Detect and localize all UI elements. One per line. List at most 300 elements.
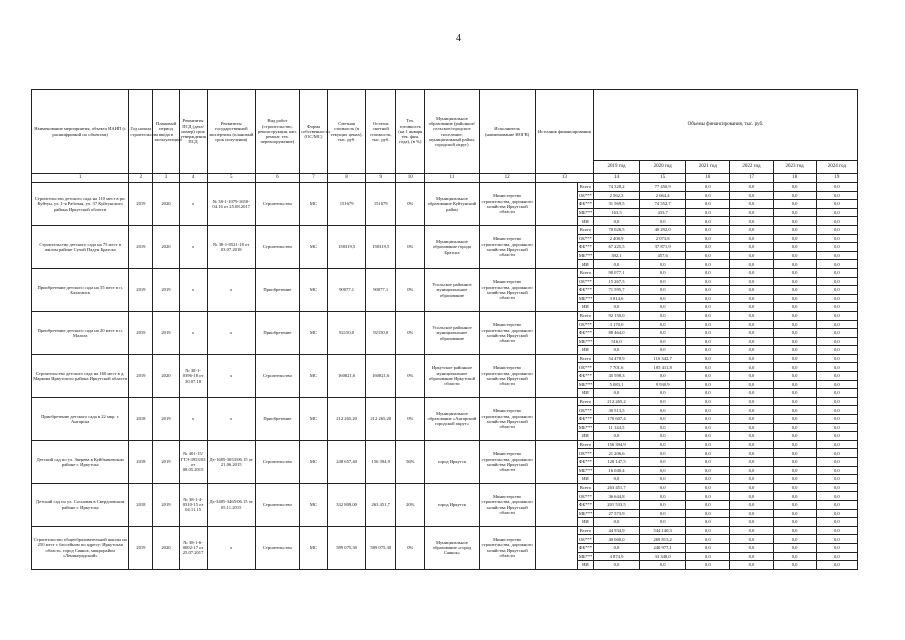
column-number: 13 — [535, 174, 593, 183]
remaining-cost: 589 075,30 — [366, 526, 396, 569]
financing-value: 0,0 — [816, 440, 857, 449]
executor: Министерство строительства, дорожного хозяйства Иркутской области — [479, 440, 535, 483]
table-body — [32, 183, 858, 570]
financing-value: 0,0 — [816, 329, 857, 338]
funding-source: ОБ*** — [578, 321, 592, 327]
funding-source: ОБ*** — [578, 536, 592, 542]
financing-value: 0,0 — [773, 492, 816, 501]
financing-value: 433,7 — [640, 208, 686, 217]
start-year: 2019 — [129, 225, 153, 268]
expertise-details: Дз-3485-3465/06.15 от 05.11.2015 — [207, 483, 255, 526]
funding-source: ИИ — [577, 346, 593, 355]
funding-source: ИИ — [577, 561, 593, 570]
executor: Министерство строительства, дорожного хозяйства Иркутской области — [479, 483, 535, 526]
financing-value: 74 328,2 — [593, 183, 639, 192]
object-name: Приобретение детского сада на 55 мест в п. Балаганск — [32, 268, 129, 311]
financing-value: 0,0 — [686, 251, 730, 260]
psd-details: х — [179, 311, 207, 354]
header-work-type: Вид работ (строительство, реконструкция, кап. ремонт, тех. перевооружение) — [255, 90, 299, 174]
financing-value: 0,0 — [640, 311, 686, 320]
financing-value: 0,0 — [773, 440, 816, 449]
table-row — [32, 483, 858, 492]
financing-value: 92 150,0 — [593, 311, 639, 320]
financing-value: 0,0 — [773, 458, 816, 467]
financing-value: 0,0 — [816, 535, 857, 544]
financing-value: 74 552,7 — [640, 200, 686, 209]
financing-value: 0,0 — [773, 346, 816, 355]
financing-value: 0,0 — [730, 354, 773, 363]
financing-value: 90 077,1 — [593, 268, 639, 277]
financing-value: 0,0 — [640, 406, 686, 415]
expertise-details: х — [207, 268, 255, 311]
financing-value: 11 144,5 — [593, 423, 639, 432]
financing-value: 0,0 — [816, 363, 857, 372]
funding-source: ФБ*** — [578, 330, 593, 336]
financing-value: 0,0 — [773, 294, 816, 303]
financing-value: 21 206,6 — [593, 449, 639, 458]
column-number: 4 — [179, 174, 207, 183]
column-number: 5 — [207, 174, 255, 183]
financing-value: 0,0 — [640, 500, 686, 509]
estimated-cost: 158319,5 — [328, 225, 366, 268]
financing-value: 0,0 — [730, 509, 773, 518]
header-year-2023: 2023 год — [773, 161, 816, 174]
financing-value: 0,0 — [816, 320, 857, 329]
financing-value: 0,0 — [773, 234, 816, 243]
financing-value: 2 562,3 — [593, 191, 639, 200]
financing-value: 0,0 — [640, 449, 686, 458]
financing-value: 0,0 — [593, 475, 639, 484]
financing-value: 0,0 — [686, 535, 730, 544]
object-name: Строительство общеобразовательной школы на 250 мест с бассейном по адресу: Иркутская область, город Саянск, микрорайон «Ленинградский» — [32, 526, 129, 569]
object-name: Строительство детского сада на 110 мест в рп. Куйтун, ул. 1-я Рабочая, уч. 37 Куйтунского района Иркутской области — [32, 183, 129, 226]
financing-value: 0,0 — [640, 303, 686, 312]
financing-value: 0,0 — [686, 458, 730, 467]
financing-value: 0,0 — [816, 509, 857, 518]
funding-source: МБ*** — [578, 510, 593, 516]
end-year: 2020 — [153, 354, 179, 397]
financing-value: 0,0 — [640, 294, 686, 303]
financing-value: 0,0 — [686, 268, 730, 277]
financing-value: 0,0 — [773, 423, 816, 432]
financing-value: 0,0 — [773, 303, 816, 312]
readiness: 0% — [396, 311, 425, 354]
financing-value: 0,0 — [730, 337, 773, 346]
expertise-details: х — [207, 311, 255, 354]
financing-value: 0,0 — [773, 415, 816, 424]
financing-value: 40 060,0 — [593, 535, 639, 544]
psd-details: № 38-1-4-0310-15 от 04.11.15 — [179, 483, 207, 526]
work-type: Строительство — [255, 225, 299, 268]
financing-value: 0,0 — [816, 354, 857, 363]
financing-value: 0,0 — [773, 277, 816, 286]
funding-source: ИИ — [577, 518, 593, 527]
financing-value: 0,0 — [773, 380, 816, 389]
blank-cell — [535, 483, 577, 526]
financing-value: 0,0 — [686, 320, 730, 329]
column-number: 15 — [640, 174, 686, 183]
financing-value: 0,0 — [816, 294, 857, 303]
financing-value: 0,0 — [640, 518, 686, 527]
end-year: 2019 — [153, 397, 179, 440]
funding-source: Всего — [577, 354, 593, 363]
financing-value: 269 815,2 — [640, 535, 686, 544]
financing-value: 0,0 — [773, 311, 816, 320]
financing-value: 0,0 — [816, 225, 857, 234]
header-name: Наименование мероприятия, объекта ИАИП (с расшифровкой по объектам) — [32, 90, 129, 174]
financing-value: 0,0 — [730, 320, 773, 329]
header-year-2020: 2020 год — [640, 161, 686, 174]
financing-value: 0,0 — [730, 415, 773, 424]
financing-value: 201 533,5 — [593, 500, 639, 509]
header-readiness: Тех. готовность (на 1 января тек. фин. года), (в %) — [396, 90, 425, 174]
end-year: 2020 — [153, 183, 179, 226]
financing-value: 0,0 — [773, 535, 816, 544]
estimated-cost: 589 075,30 — [328, 526, 366, 569]
financing-value: 0,0 — [640, 277, 686, 286]
financing-value: 0,0 — [640, 286, 686, 295]
financing-value: 0,0 — [773, 217, 816, 226]
funding-source: Всего — [577, 268, 593, 277]
financing-value: 0,0 — [773, 337, 816, 346]
remaining-cost: 160821,6 — [366, 354, 396, 397]
financing-value: 0,0 — [816, 346, 857, 355]
funding-source: МБ*** — [578, 467, 593, 473]
object-name: Приобретение детского сада на 20 мест в п. Мальта — [32, 311, 129, 354]
financing-value: 0,0 — [730, 268, 773, 277]
financing-value: 0,0 — [640, 466, 686, 475]
financing-value: 0,0 — [730, 329, 773, 338]
header-psd: Реквизиты ПСД (дата/номер) срок утверждения ПСД — [179, 90, 207, 174]
municipality: Муниципальное образование города Братска — [425, 225, 479, 268]
financing-value: 0,0 — [640, 260, 686, 269]
financing-value: 212 265,2 — [593, 397, 639, 406]
financing-value: 0,0 — [730, 286, 773, 295]
funding-source: ИИ — [577, 260, 593, 269]
table-row — [32, 354, 858, 363]
financing-value: 0,0 — [773, 372, 816, 381]
municipality: Иркутское районное муниципальное образование Иркутской области — [425, 354, 479, 397]
blank-cell — [535, 183, 577, 226]
funding-source: Всего — [577, 526, 593, 535]
financing-value: 0,0 — [730, 552, 773, 561]
financing-value: 0,0 — [773, 509, 816, 518]
financing-value: 163,5 — [593, 208, 639, 217]
funding-source: ИИ — [577, 217, 593, 226]
blank-cell — [535, 397, 577, 440]
header-expertise: Реквизиты государственной экспертизы (плановый срок получения) — [207, 90, 255, 174]
financing-value: 0,0 — [773, 526, 816, 535]
municipality: город Иркутск — [425, 440, 479, 483]
remaining-cost: 156 394,9 — [366, 440, 396, 483]
financing-value: 0,0 — [686, 500, 730, 509]
financing-value: 0,0 — [730, 561, 773, 570]
financing-value: 0,0 — [686, 217, 730, 226]
executor: Министерство строительства, дорожного хозяйства Иркутской области — [479, 225, 535, 268]
financing-value: 0,0 — [730, 449, 773, 458]
financing-value: 0,0 — [730, 243, 773, 252]
executor: Министерство строительства, дорожного хозяйства Иркутской области — [479, 183, 535, 226]
financing-value: 0,0 — [773, 320, 816, 329]
financing-value: 0,0 — [593, 303, 639, 312]
work-type: Приобретение — [255, 268, 299, 311]
financing-value: 2 408,9 — [593, 234, 639, 243]
header-year-2021: 2021 год — [686, 161, 730, 174]
table-row — [32, 268, 858, 277]
financing-value: 0,0 — [686, 440, 730, 449]
header-start-year: Год начала строительства — [129, 90, 153, 174]
funding-source: МБ*** — [578, 209, 593, 215]
financing-value: 0,0 — [730, 475, 773, 484]
financing-value: 5 083,1 — [593, 380, 639, 389]
financing-value: 0,0 — [686, 492, 730, 501]
header-executor: Исполнитель (наименование ИОГВ) — [479, 90, 535, 174]
object-name: Строительство детского сада на 75 мест в жилом районе Сухой Падун Братска — [32, 225, 129, 268]
financing-value: 0,0 — [686, 200, 730, 209]
work-type: Строительство — [255, 526, 299, 569]
financing-value: 54 478,9 — [593, 354, 639, 363]
financing-value: 31 569,5 — [593, 200, 639, 209]
start-year: 2019 — [129, 354, 153, 397]
financing-value: 105 411,8 — [640, 363, 686, 372]
work-type: Строительство — [255, 354, 299, 397]
financing-value: 0,0 — [686, 483, 730, 492]
financing-value: 0,0 — [816, 466, 857, 475]
blank-cell — [535, 268, 577, 311]
financing-value: 263 451,7 — [593, 483, 639, 492]
financing-value: 0,0 — [686, 389, 730, 398]
financing-value: 0,0 — [816, 483, 857, 492]
financing-table — [31, 89, 858, 570]
column-number: 7 — [299, 174, 327, 183]
column-number: 18 — [773, 174, 816, 183]
expertise-details: х — [207, 354, 255, 397]
financing-value: 116 342,7 — [640, 354, 686, 363]
financing-value: 0,0 — [816, 458, 857, 467]
financing-value: 0,0 — [686, 397, 730, 406]
object-name: Строительство детского сада на 160 мест в д. Маркова Иркутского района Иркутской области — [32, 354, 129, 397]
financing-value: 0,0 — [816, 475, 857, 484]
header-estimated-cost: Сметная стоимость (в текущих ценах), тыс. руб. — [328, 90, 366, 174]
readiness: 0% — [396, 268, 425, 311]
financing-value: 0,0 — [686, 260, 730, 269]
blank-cell — [535, 440, 577, 483]
financing-value: 0,0 — [730, 526, 773, 535]
financing-value: 0,0 — [730, 372, 773, 381]
funding-source: ОБ*** — [578, 278, 592, 284]
column-number: 1 — [32, 174, 129, 183]
funding-source: ФБ*** — [578, 244, 593, 250]
financing-value: 0,0 — [730, 380, 773, 389]
financing-value: 0,0 — [816, 268, 857, 277]
column-number: 11 — [425, 174, 479, 183]
funding-source: ОБ*** — [578, 407, 592, 413]
financing-value: 0,0 — [640, 397, 686, 406]
funding-source: ОБ*** — [578, 192, 592, 198]
financing-value: 0,0 — [686, 543, 730, 552]
funding-source: ИИ — [577, 303, 593, 312]
financing-value: 0,0 — [773, 354, 816, 363]
financing-value: 0,0 — [816, 183, 857, 192]
header-ownership: Форма собственности (ОС/МС) — [299, 90, 327, 174]
column-number: 6 — [255, 174, 299, 183]
remaining-cost: 263 451,7 — [366, 483, 396, 526]
financing-value: 0,0 — [686, 277, 730, 286]
funding-source: МБ*** — [578, 295, 593, 301]
financing-value: 0,0 — [730, 432, 773, 441]
executor: Министерство строительства, дорожного хозяйства Иркутской области — [479, 354, 535, 397]
financing-value: 0,0 — [816, 518, 857, 527]
financing-value: 0,0 — [640, 458, 686, 467]
financing-value: 0,0 — [816, 303, 857, 312]
funding-source: Всего — [577, 225, 593, 234]
ownership: МС — [299, 183, 327, 226]
funding-source: ИИ — [577, 475, 593, 484]
financing-value: 0,0 — [730, 535, 773, 544]
financing-value: 0,0 — [773, 406, 816, 415]
financing-value: 30 513,5 — [593, 406, 639, 415]
executor: Министерство строительства, дорожного хозяйства Иркутской области — [479, 311, 535, 354]
readiness: 0% — [396, 526, 425, 569]
municipality: город Иркутск — [425, 483, 479, 526]
financing-value: 0,0 — [730, 492, 773, 501]
funding-source: Всего — [577, 483, 593, 492]
financing-value: 0,0 — [816, 561, 857, 570]
financing-value: 0,0 — [730, 217, 773, 226]
financing-value: 0,0 — [730, 363, 773, 372]
financing-value: 0,0 — [686, 183, 730, 192]
financing-value: 44 934,9 — [593, 526, 639, 535]
financing-value: 0,0 — [816, 234, 857, 243]
financing-value: 0,0 — [816, 397, 857, 406]
financing-value: 0,0 — [686, 191, 730, 200]
financing-value: 0,0 — [816, 406, 857, 415]
financing-value: 0,0 — [730, 277, 773, 286]
financing-value: 0,0 — [730, 294, 773, 303]
readiness: 0% — [396, 354, 425, 397]
financing-value: 0,0 — [816, 432, 857, 441]
financing-value: 0,0 — [773, 543, 816, 552]
financing-value: 16 040,4 — [593, 466, 639, 475]
financing-value: 2 073,8 — [640, 234, 686, 243]
funding-source: МБ*** — [578, 381, 593, 387]
readiness: 0% — [396, 183, 425, 226]
financing-value: 0,0 — [686, 286, 730, 295]
financing-value: 0,0 — [686, 518, 730, 527]
page-number: 4 — [456, 33, 461, 44]
financing-value: 0,0 — [686, 225, 730, 234]
ownership: МС — [299, 268, 327, 311]
financing-value: 0,0 — [686, 372, 730, 381]
funding-source: ИИ — [577, 389, 593, 398]
funding-source: ОБ*** — [578, 235, 592, 241]
funding-source: ФБ*** — [578, 373, 593, 379]
remaining-cost: 212 265,20 — [366, 397, 396, 440]
header-remaining-cost: Остаток сметной стоимости, тыс. руб. — [366, 90, 396, 174]
financing-value: 9 930,9 — [640, 380, 686, 389]
financing-value: 0,0 — [686, 363, 730, 372]
financing-value: 0,0 — [686, 552, 730, 561]
funding-source: ФБ*** — [578, 201, 593, 207]
header-funding-source: Источник финансирования — [535, 90, 593, 174]
blank-cell — [535, 526, 577, 569]
financing-value: 0,0 — [640, 492, 686, 501]
header-year-2019: 2019 год — [593, 161, 639, 174]
financing-value: 2 664,4 — [640, 191, 686, 200]
financing-value: 0,0 — [593, 561, 639, 570]
financing-value: 0,0 — [730, 458, 773, 467]
financing-value: 77 450,9 — [640, 183, 686, 192]
table-row — [32, 526, 858, 535]
financing-value: 0,0 — [816, 543, 857, 552]
estimated-cost: 332 809,00 — [328, 483, 366, 526]
financing-value: 45 598,3 — [593, 372, 639, 381]
financing-value: 0,0 — [730, 466, 773, 475]
work-type: Строительство — [255, 183, 299, 226]
financing-value: 120 147,5 — [593, 458, 639, 467]
psd-details: х — [179, 397, 207, 440]
financing-value: 0,0 — [773, 475, 816, 484]
financing-value: 0,0 — [730, 500, 773, 509]
object-name: Детский сад по ул. Сосновая в Свердловском районе г. Иркутска — [32, 483, 129, 526]
financing-value: 0,0 — [730, 251, 773, 260]
financing-value: 88 464,0 — [593, 329, 639, 338]
start-year: 2018 — [129, 483, 153, 526]
financing-value: 0,0 — [686, 303, 730, 312]
financing-value: 0,0 — [773, 286, 816, 295]
object-name: Детский сад по ул. Зверева в Куйбышевском районе г. Иркутска — [32, 440, 129, 483]
psd-details: х — [179, 183, 207, 226]
financing-value: 0,0 — [640, 440, 686, 449]
estimated-cost: 160821,6 — [328, 354, 366, 397]
remaining-cost: 158319,5 — [366, 225, 396, 268]
financing-value: 0,0 — [816, 500, 857, 509]
financing-value: 0,0 — [773, 260, 816, 269]
funding-source: ОБ*** — [578, 493, 592, 499]
ownership: МС — [299, 483, 327, 526]
work-type: Строительство — [255, 483, 299, 526]
financing-value: 0,0 — [816, 217, 857, 226]
financing-value: 3 170,0 — [593, 320, 639, 329]
financing-value: 516,0 — [593, 337, 639, 346]
municipality: Муниципальное образование Куйтунский район — [425, 183, 479, 226]
column-number: 8 — [328, 174, 366, 183]
financing-value: 0,0 — [773, 518, 816, 527]
financing-value: 40 292,0 — [640, 225, 686, 234]
financing-value: 0,0 — [816, 243, 857, 252]
financing-value: 0,0 — [730, 225, 773, 234]
financing-value: 0,0 — [686, 294, 730, 303]
financing-value: 0,0 — [640, 509, 686, 518]
financing-value: 0,0 — [773, 432, 816, 441]
start-year: 2019 — [129, 311, 153, 354]
financing-value: 0,0 — [730, 200, 773, 209]
executor: Министерство строительства, дорожного хозяйства Иркутской области — [479, 526, 535, 569]
financing-value: 0,0 — [686, 234, 730, 243]
table-row — [32, 225, 858, 234]
financing-value: 240 977,1 — [640, 543, 686, 552]
financing-value: 0,0 — [686, 415, 730, 424]
municipality: Муниципальное образование «город Саянск» — [425, 526, 479, 569]
financing-value: 0,0 — [686, 208, 730, 217]
financing-value: 0,0 — [816, 286, 857, 295]
financing-value: 0,0 — [730, 518, 773, 527]
expertise-details: № 38-1-0521-18 от 03.07.2018 — [207, 225, 255, 268]
financing-value: 0,0 — [773, 200, 816, 209]
financing-value: 0,0 — [730, 208, 773, 217]
end-year: 2020 — [153, 526, 179, 569]
financing-value: 71 595,7 — [593, 286, 639, 295]
